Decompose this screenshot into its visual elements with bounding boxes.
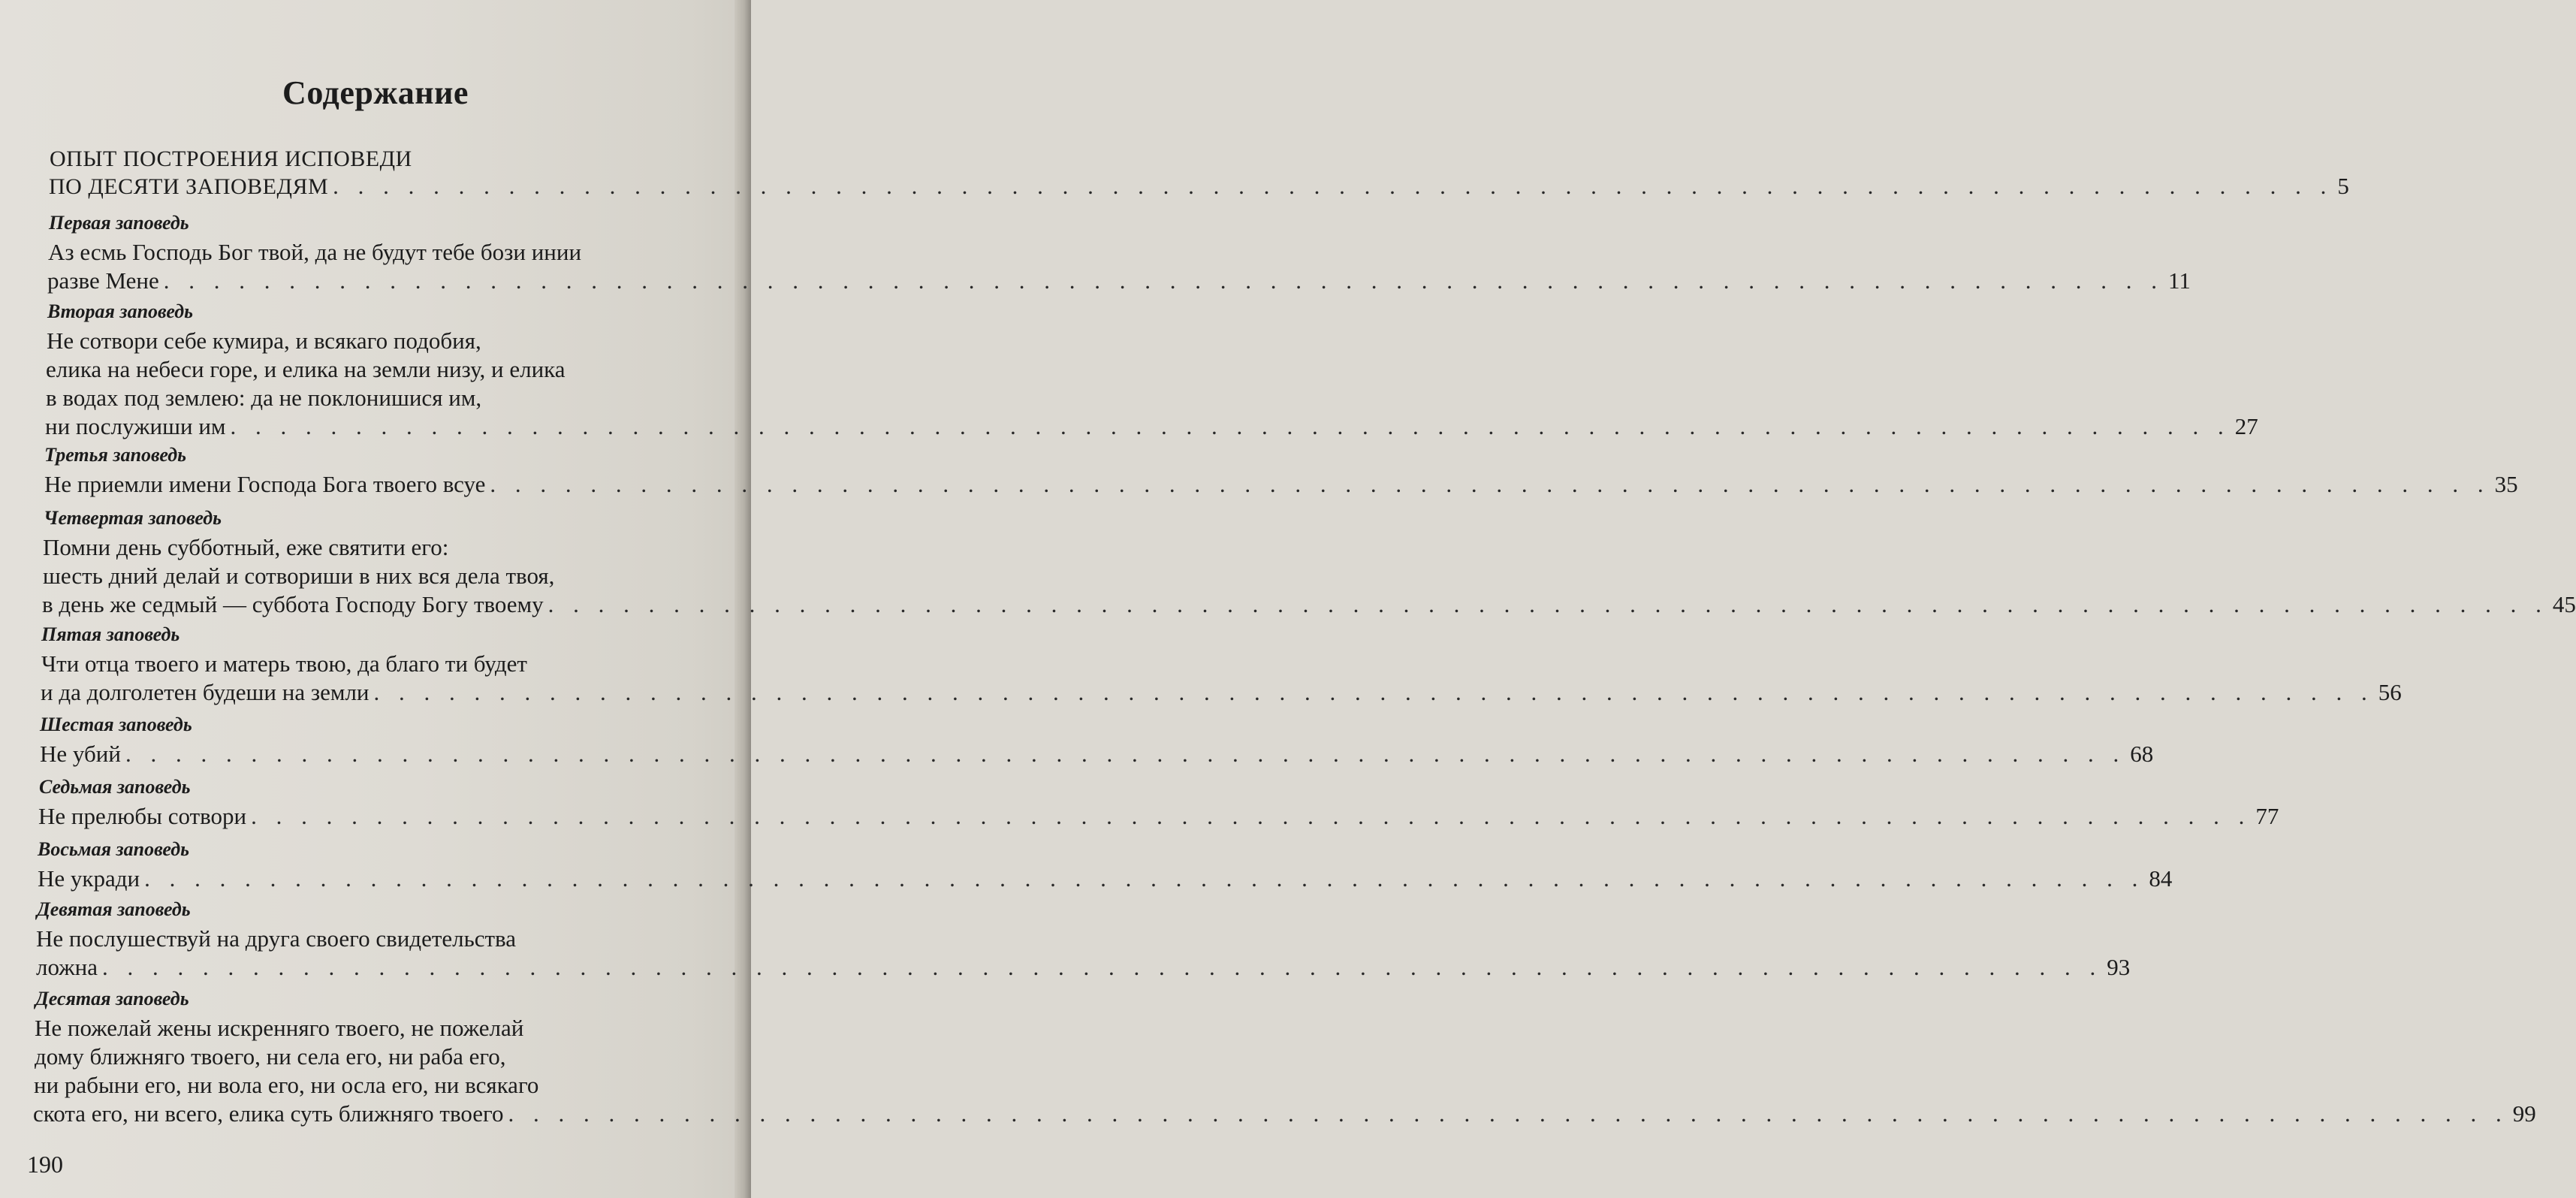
page-ref: 27 [2234,413,2258,439]
page-ref: 56 [2378,679,2402,705]
toc-line-text: ложна [36,954,98,980]
page-ref: 5 [2337,173,2349,199]
page-ref: 93 [2107,954,2131,980]
toc-entry-last-line [38,803,2279,830]
toc-line-text: ни послужиши им [45,413,226,439]
commandment-heading: Пятая заповедь [41,623,180,645]
toc-line-text: скота его, ни всего, елика суть ближняго твоего [33,1100,504,1127]
toc-entry-last-line [47,267,2191,294]
toc-entry-line: шесть дний делай и сотвориши в них вся дела твоя, [43,563,555,589]
toc-entry-last-line [38,865,2173,892]
toc-line-text: ПО ДЕСЯТИ ЗАПОВЕДЯМ [49,174,329,199]
toc-entry-last-line [40,741,2154,768]
dot-leader: . . . . . . . . . . . . . . . . . . . . . . . . . . . . . . . . . . . . . . . . . . . . . . . . . . . . . . . . . . . . . . . . . . . . . . . . . . . . . . . . [547,591,2548,617]
toc-entry-line: Не сотвори себе кумира, и всякаго подобия, [47,327,481,354]
commandment-heading: Первая заповедь [49,212,189,234]
toc-entry-line: дому ближняго твоего, ни села его, ни раба его, [35,1043,506,1070]
commandment-heading: Девятая заповедь [37,898,191,920]
toc-line-text: разве Мене [47,267,159,294]
toc-line-text: в день же седмый — суббота Господу Богу твоему [42,591,544,617]
dot-leader: . . . . . . . . . . . . . . . . . . . . . . . . . . . . . . . . . . . . . . . . . . . . . . . . . . . . . . . . . . . . . . . . . . . . . . . . . . . . . . . . [144,865,2145,892]
page-ref: 45 [2552,591,2576,617]
commandment-heading: Четвертая заповедь [44,507,222,529]
toc-entry-line: Чти отца твоего и матерь твою, да благо ти будет [41,650,527,677]
toc-entry-last-line [33,1100,2536,1127]
toc-entry-line: Помни день субботный, еже святити его: [43,534,449,560]
page-number: 190 [27,1151,63,1178]
toc-entry-line: Не послушествуй на друга своего свидетельства [36,925,517,952]
toc-line-text: Не прелюбы сотвори [38,803,247,829]
page-ref: 77 [2255,803,2279,829]
commandment-heading: Вторая заповедь [47,300,194,322]
toc-entry-last-line [36,954,2131,981]
toc-entry-line: Не пожелай жены искренняго твоего, не пожелай [35,1015,524,1041]
toc-line-text: Не укради [38,865,140,892]
toc-entry-line: Аз есмь Господь Бог твой, да не будут тебе бози инии [48,239,582,265]
commandment-heading: Шестая заповедь [40,714,192,735]
page-title: Содержание [282,74,469,111]
dot-leader: . . . . . . . . . . . . . . . . . . . . . . . . . . . . . . . . . . . . . . . . . . . . . . . . . . . . . . . . . . . . . . . . . . . . . . . . . . . . . . . . [508,1100,2508,1127]
toc-entry-last-line [42,591,2576,618]
toc-entry-last-line [45,413,2258,440]
dot-leader: . . . . . . . . . . . . . . . . . . . . . . . . . . . . . . . . . . . . . . . . . . . . . . . . . . . . . . . . . . . . . . . . . . . . . . . . . . . . . . . . [125,741,2126,767]
page-ref: 11 [2167,267,2191,294]
toc-entry-last-line [41,679,2402,706]
toc-entry-line: ни рабыни его, ни вола его, ни осла его, ни всякаго [34,1072,539,1098]
commandment-heading: Седьмая заповедь [39,776,191,798]
dot-leader: . . . . . . . . . . . . . . . . . . . . . . . . . . . . . . . . . . . . . . . . . . . . . . . . . . . . . . . . . . . . . . . . . . . . . . . . . . . . . . . . [333,173,2333,199]
dot-leader: . . . . . . . . . . . . . . . . . . . . . . . . . . . . . . . . . . . . . . . . . . . . . . . . . . . . . . . . . . . . . . . . . . . . . . . . . . . . . . . . [101,954,2103,980]
toc-intro-line: ОПЫТ ПОСТРОЕНИЯ ИСПОВЕДИ [50,146,412,171]
page-ref: 35 [2494,471,2518,497]
dot-leader: . . . . . . . . . . . . . . . . . . . . . . . . . . . . . . . . . . . . . . . . . . . . . . . . . . . . . . . . . . . . . . . . . . . . . . . . . . . . . . . . [373,679,2374,705]
commandment-heading: Третья заповедь [44,444,187,466]
commandment-heading: Восьмая заповедь [38,838,190,860]
toc-entry-line: елика на небеси горе, и елика на земли низу, и елика [46,356,566,382]
toc-line-text: и да долголетен будеши на земли [41,679,370,705]
page-ref: 84 [2149,865,2173,892]
dot-leader: . . . . . . . . . . . . . . . . . . . . . . . . . . . . . . . . . . . . . . . . . . . . . . . . . . . . . . . . . . . . . . . . . . . . . . . . . . . . . . . . [230,413,2231,439]
toc-entry-last-line [44,471,2518,498]
page-ref: 68 [2130,741,2154,767]
page-ref: 99 [2512,1100,2536,1127]
toc-line-text: Не убий [40,741,121,767]
toc-entry-line: в водах под землею: да не поклонишися им, [46,385,482,411]
dot-leader: . . . . . . . . . . . . . . . . . . . . . . . . . . . . . . . . . . . . . . . . . . . . . . . . . . . . . . . . . . . . . . . . . . . . . . . . . . . . . . . . [251,803,2252,829]
dot-leader: . . . . . . . . . . . . . . . . . . . . . . . . . . . . . . . . . . . . . . . . . . . . . . . . . . . . . . . . . . . . . . . . . . . . . . . . . . . . . . . . [163,267,2164,294]
commandment-heading: Десятая заповедь [35,988,189,1009]
dot-leader: . . . . . . . . . . . . . . . . . . . . . . . . . . . . . . . . . . . . . . . . . . . . . . . . . . . . . . . . . . . . . . . . . . . . . . . . . . . . . . . . [490,471,2490,497]
toc-line-text: Не приемли имени Господа Бога твоего всуе [44,471,486,497]
toc-entry-intro [49,173,2349,201]
